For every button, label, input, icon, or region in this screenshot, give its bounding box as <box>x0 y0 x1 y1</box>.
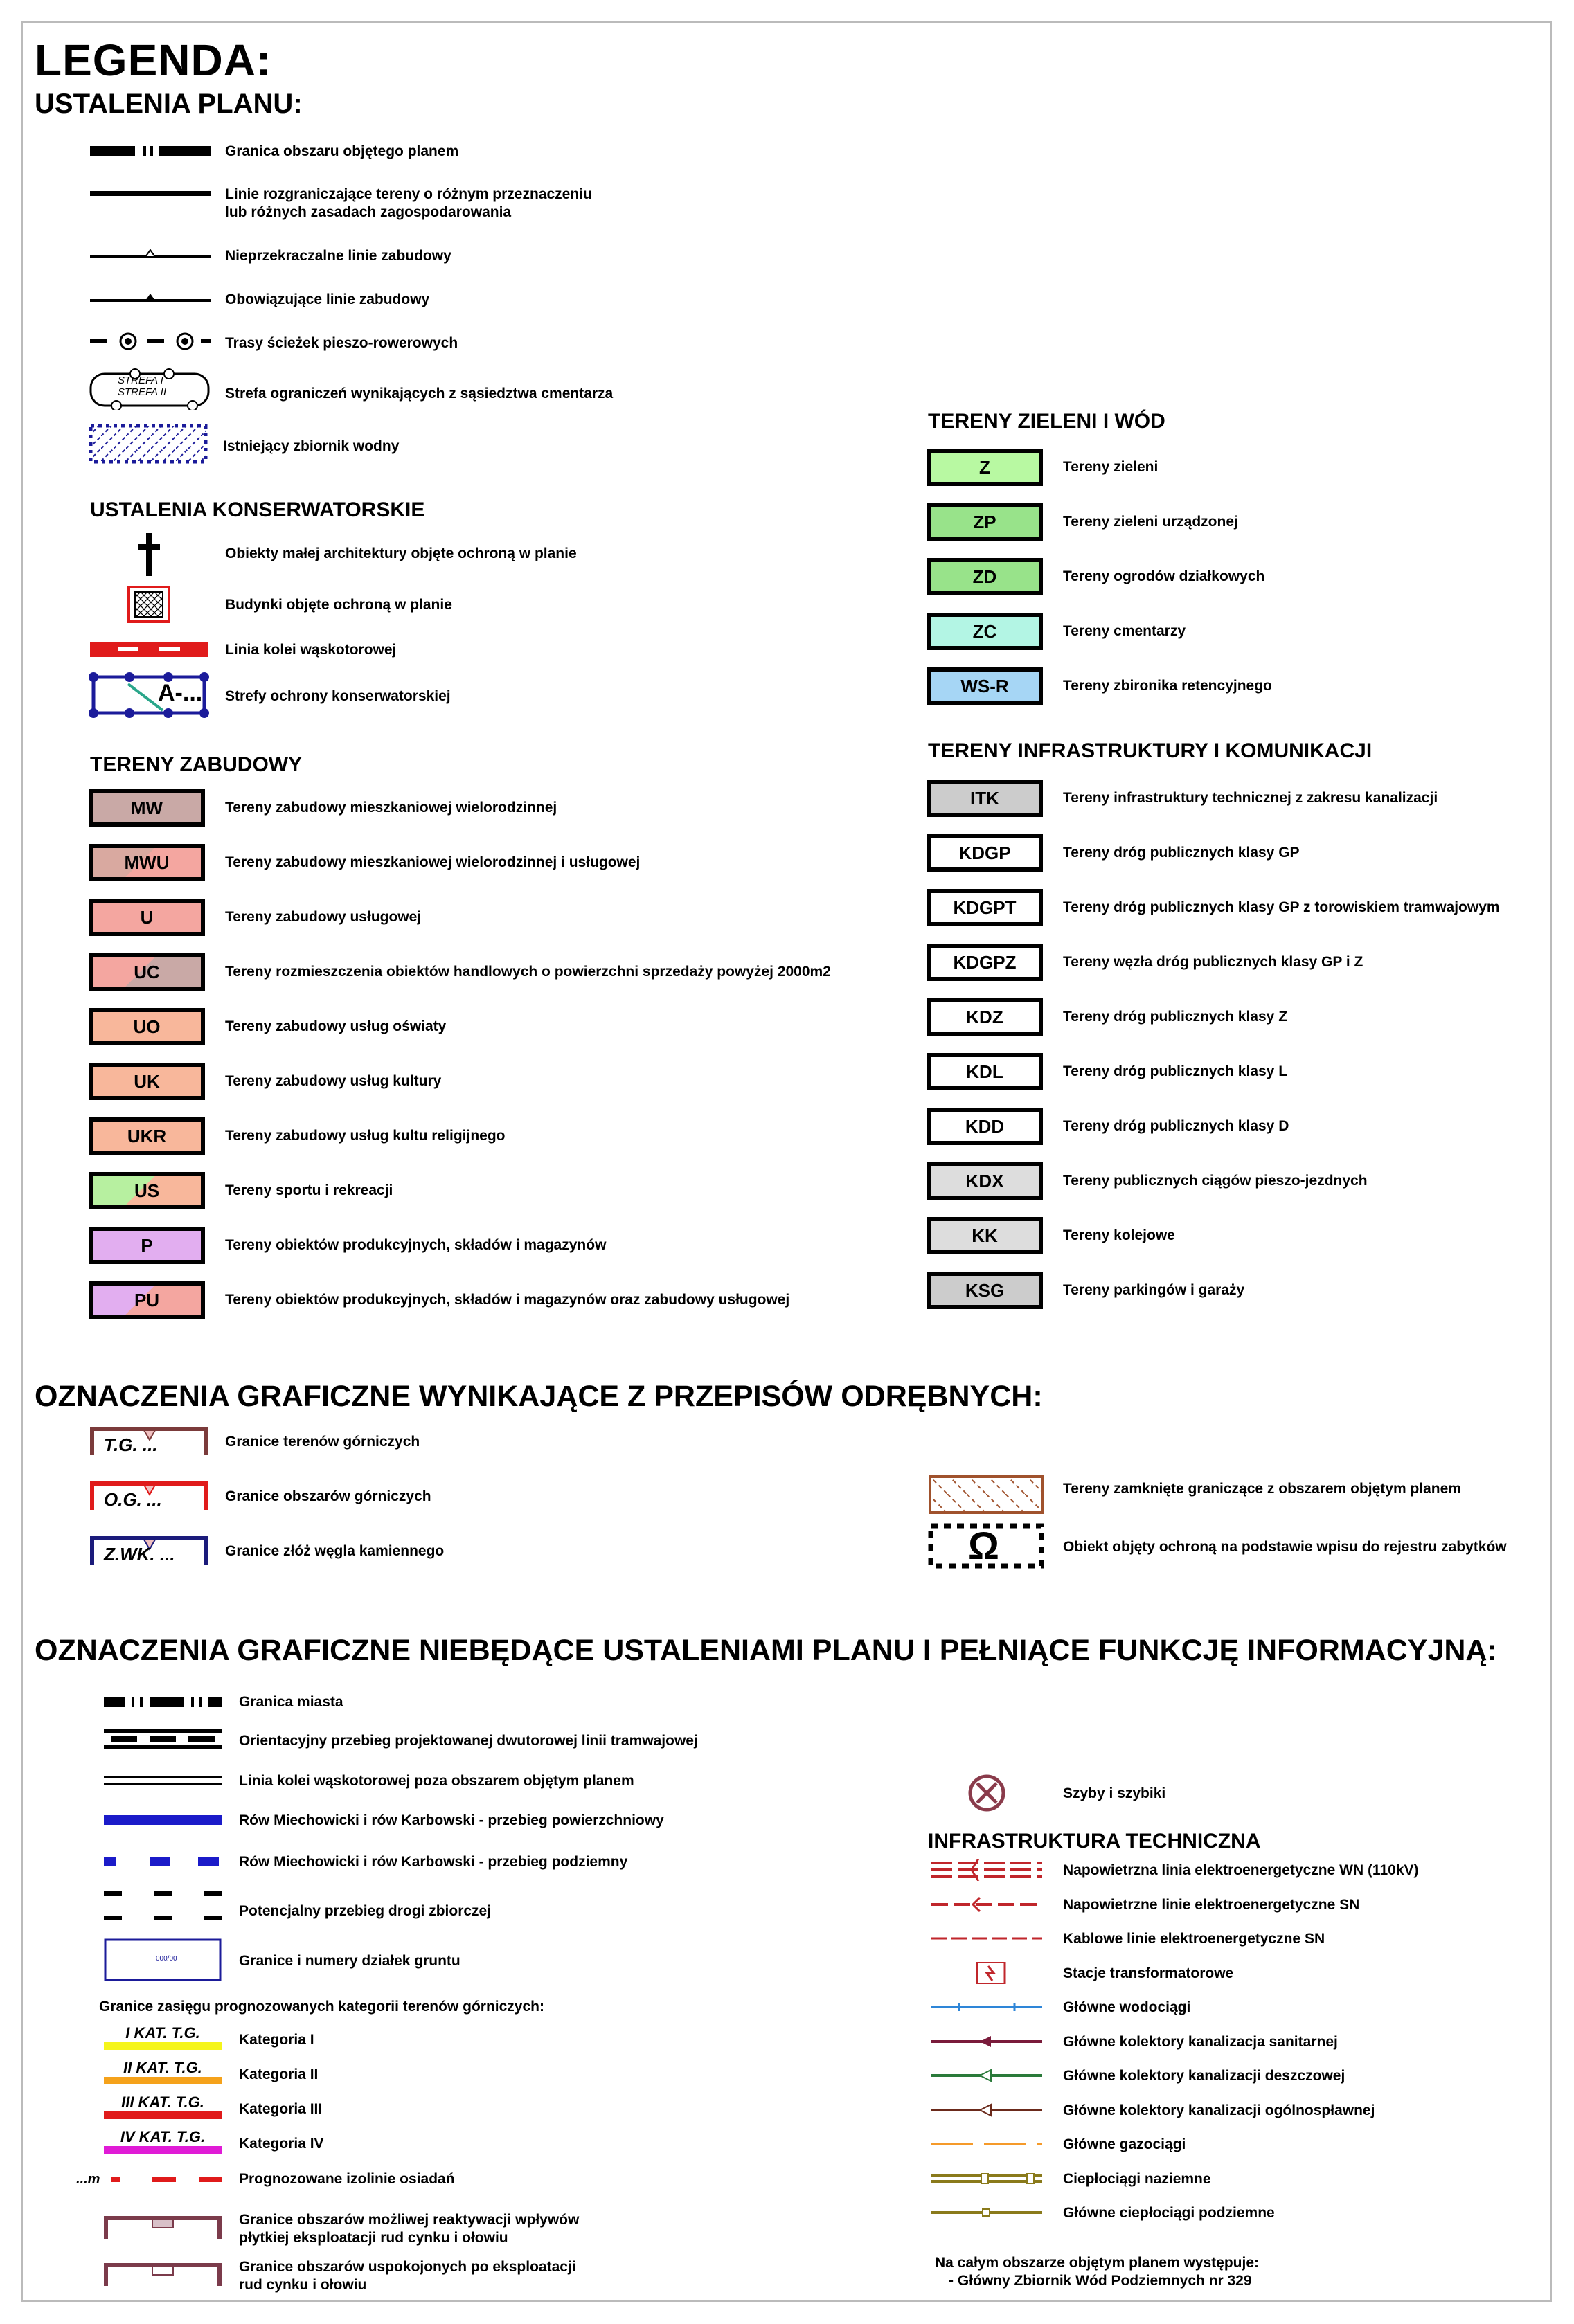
informative-item-label: Rów Miechowicki i rów Karbowski - przebieg podziemny <box>239 1854 628 1870</box>
technical-network-symbol <box>931 1962 1042 1984</box>
city-boundary-symbol <box>104 1695 222 1710</box>
green-zone-label: Tereny cmentarzy <box>1063 623 1186 639</box>
mining-boundary-label: Granice terenów górniczych <box>225 1434 420 1450</box>
zone-label: Tereny zabudowy mieszkaniowej wielorodzinnej <box>225 800 557 816</box>
technical-network-label: Napowietrzne linie elektroenergetyczne SN <box>1063 1896 1360 1913</box>
mining-category-bar <box>104 2042 222 2050</box>
infra-code-box-kdgp: KDGP <box>927 834 1043 872</box>
subsidence-isoline-label: Prognozowane izolinie osiadań <box>239 2171 455 2187</box>
plan-item-label: Granica obszaru objętego planem <box>225 143 459 159</box>
mining-category-bar <box>104 2077 222 2084</box>
shaft-label: Szyby i szybiki <box>1063 1785 1166 1801</box>
protected-building-icon <box>127 585 171 624</box>
plan-item-label: Istniejący zbiornik wodny <box>223 438 400 454</box>
green-code-box-z: Z <box>927 449 1043 486</box>
nonexceedable-building-line-symbol <box>90 246 211 262</box>
note-line-1: Na całym obszarze objętym planem występuje: <box>935 2255 1259 2271</box>
technical-network-label: Stacje transformatorowe <box>1063 1965 1234 1981</box>
technical-network-label: Główne wodociągi <box>1063 1999 1191 2015</box>
zone-code-box-u: U <box>89 899 205 936</box>
plan-item-label: lub różnych zasadach zagospodarowania <box>225 204 512 220</box>
closed-area-symbol <box>928 1475 1044 1515</box>
plan-subtitle: USTALENIA PLANU: <box>35 89 303 119</box>
infra-zone-label: Tereny kolejowe <box>1063 1227 1175 1243</box>
technical-network-symbol <box>931 2099 1042 2121</box>
informative-title: OZNACZENIA GRAFICZNE NIEBĘDĄCE USTALENIAMI PLANU I PEŁNIĄCE FUNKCJĘ INFORMACYJNĄ: <box>35 1634 1497 1667</box>
zone-label: Tereny zabudowy usług oświaty <box>225 1018 447 1034</box>
informative-item-label: Granice i numery działek gruntu <box>239 1953 460 1969</box>
mandatory-building-line-symbol <box>90 289 211 306</box>
zone-label: Tereny zabudowy usług kultury <box>225 1073 442 1089</box>
mining-category-code: III KAT. T.G. <box>121 2093 204 2111</box>
mining-categories-title: Granice zasięgu prognozowanych kategorii terenów górniczych: <box>99 1999 544 2015</box>
zone-2-text: STREFA II <box>118 386 167 398</box>
zone-1-text: STREFA I <box>118 375 163 386</box>
infra-code-box-itk: ITK <box>927 780 1043 817</box>
infra-zone-label: Tereny parkingów i garaży <box>1063 1282 1245 1298</box>
informative-item-label: Potencjalny przebieg drogi zbiorczej <box>239 1903 492 1919</box>
plan-item-label: Obowiązujące linie zabudowy <box>225 291 430 307</box>
cemetery-zone-text <box>118 375 166 398</box>
zone-code-box-us: US <box>89 1172 205 1209</box>
technical-network-symbol <box>931 2064 1042 2087</box>
green-section-title: TERENY ZIELENI I WÓD <box>928 410 1165 433</box>
infra-code-box-kk: KK <box>927 1217 1043 1254</box>
infra-zone-label: Tereny dróg publicznych klasy D <box>1063 1118 1289 1134</box>
technical-network-symbol <box>931 2201 1042 2224</box>
infra-code-box-kdx: KDX <box>927 1162 1043 1200</box>
mining-category-code: I KAT. T.G. <box>125 2024 200 2042</box>
omega-icon: Ω <box>968 1524 999 1567</box>
informative-item-label: Granica miasta <box>239 1694 343 1710</box>
green-code-box-ws-r: WS-R <box>927 667 1043 705</box>
shaft-icon <box>966 1772 1008 1814</box>
technical-network-symbol <box>931 1996 1042 2018</box>
mining-boundary-code: T.G. ... <box>104 1434 158 1455</box>
zone-code-box-ukr: UKR <box>89 1117 205 1155</box>
green-zone-label: Tereny zieleni urządzonej <box>1063 514 1238 530</box>
tram-line-symbol <box>104 1729 222 1749</box>
technical-network-symbol <box>931 2030 1042 2053</box>
technical-network-label: Główne ciepłociągi podziemne <box>1063 2205 1275 2221</box>
zone-label: Tereny rozmieszczenia obiektów handlowych o powierzchni sprzedaży powyżej 2000m2 <box>225 964 831 980</box>
technical-network-symbol <box>931 1893 1042 1916</box>
zone-label: Tereny obiektów produkcyjnych, składów i magazynów <box>225 1237 607 1253</box>
mining-category-label: Kategoria IV <box>239 2136 324 2152</box>
infra-code-box-kdgpt: KDGPT <box>927 889 1043 926</box>
zone-label: Tereny zabudowy usługowej <box>225 909 422 925</box>
conservation-zone-code: A-... <box>158 680 203 706</box>
closed-area-label: Tereny zamknięte graniczące z obszarem objętym planem <box>1063 1481 1461 1497</box>
conservation-item-label: Budynki objęte ochroną w planie <box>225 597 452 613</box>
infra-zone-label: Tereny publicznych ciągów pieszo-jezdnych <box>1063 1173 1368 1189</box>
infra-zone-label: Tereny dróg publicznych klasy L <box>1063 1063 1288 1079</box>
technical-infrastructure-title: INFRASTRUKTURA TECHNICZNA <box>928 1830 1261 1853</box>
technical-network-label: Główne kolektory kanalizacji deszczowej <box>1063 2068 1345 2084</box>
green-zone-label: Tereny ogrodów działkowych <box>1063 568 1265 584</box>
informative-item-label: Orientacyjny przebieg projektowanej dwutorowej linii tramwajowej <box>239 1733 698 1749</box>
subsidence-isoline-code: ...m <box>76 2172 100 2187</box>
plan-item-label: Trasy ścieżek pieszo-rowerowych <box>225 335 458 351</box>
zone-code-box-uo: UO <box>89 1008 205 1045</box>
zone-code-box-mw: MW <box>89 789 205 827</box>
technical-network-symbol <box>931 1927 1042 1949</box>
building-section-title: TERENY ZABUDOWY <box>90 753 303 776</box>
parcel-number: 000/00 <box>156 1955 177 1963</box>
reactivation-label: płytkiej eksploatacji rud cynku i ołowiu <box>239 2230 508 2246</box>
zone-code-box-p: P <box>89 1227 205 1264</box>
infra-zone-label: Tereny dróg publicznych klasy GP z torowiskiem tramwajowym <box>1063 899 1500 915</box>
separate-regulations-title: OZNACZENIA GRAFICZNE WYNIKAJĄCE Z PRZEPISÓW ODRĘBNYCH: <box>35 1380 1043 1413</box>
zone-code-box-pu: PU <box>89 1281 205 1319</box>
informative-item-label: Rów Miechowicki i rów Karbowski - przebieg powierzchniowy <box>239 1812 664 1828</box>
narrow-gauge-outside-symbol <box>104 1775 222 1786</box>
green-code-box-zd: ZD <box>927 558 1043 595</box>
calmed-area-label: rud cynku i ołowiu <box>239 2277 367 2293</box>
infrastructure-section-title: TERENY INFRASTRUKTURY I KOMUNIKACJI <box>928 739 1372 762</box>
infra-code-box-ksg: KSG <box>927 1272 1043 1309</box>
zone-label: Tereny zabudowy mieszkaniowej wielorodzinnej i usługowej <box>225 854 641 870</box>
bike-path-symbol <box>90 331 211 352</box>
calmed-area-boundary-symbol <box>104 2262 222 2287</box>
green-code-box-zc: ZC <box>927 613 1043 650</box>
technical-network-symbol <box>931 2168 1042 2190</box>
narrow-gauge-railway-symbol <box>90 640 208 658</box>
infra-code-box-kdd: KDD <box>927 1108 1043 1145</box>
mining-category-code: IV KAT. T.G. <box>120 2128 206 2145</box>
green-zone-label: Tereny zieleni <box>1063 459 1159 475</box>
mining-boundary-label: Granice złóż węgla kamiennego <box>225 1543 445 1559</box>
mining-category-bar <box>104 2111 222 2119</box>
mining-category-label: Kategoria I <box>239 2032 314 2048</box>
conservation-item-label: Strefy ochrony konserwatorskiej <box>225 688 451 704</box>
mining-category-label: Kategoria III <box>239 2101 323 2117</box>
plan-item-label: Strefa ograniczeń wynikających z sąsiedztwa cmentarza <box>225 386 614 402</box>
conservation-item-label: Linia kolei wąskotorowej <box>225 642 397 658</box>
ditch-surface-symbol <box>104 1814 222 1826</box>
subsidence-isoline-symbol <box>111 2175 222 2183</box>
zone-label: Tereny sportu i rekreacji <box>225 1182 393 1198</box>
conservation-section-title: USTALENIA KONSERWATORSKIE <box>90 498 425 521</box>
infra-zone-label: Tereny dróg publicznych klasy GP <box>1063 845 1300 861</box>
technical-network-label: Główne gazociągi <box>1063 2136 1186 2152</box>
monument-register-label: Obiekt objęty ochroną na podstawie wpisu do rejestru zabytków <box>1063 1539 1507 1555</box>
conservation-item-label: Obiekty małej architektury objęte ochroną w planie <box>225 546 577 561</box>
zone-code-box-mwu: MWU <box>89 844 205 881</box>
technical-network-label: Główne kolektory kanalizacja sanitarnej <box>1063 2033 1338 2050</box>
plan-boundary-symbol <box>90 142 211 161</box>
technical-network-label: Ciepłociągi naziemne <box>1063 2170 1211 2187</box>
reactivation-label: Granice obszarów możliwej reaktywacji wpływów <box>239 2212 580 2228</box>
legend-title: LEGENDA: <box>35 35 272 85</box>
zone-label: Tereny zabudowy usług kultu religijnego <box>225 1128 506 1144</box>
ditch-underground-symbol <box>104 1855 222 1868</box>
mining-category-label: Kategoria II <box>239 2066 319 2082</box>
plan-item-label: Linie rozgraniczające tereny o różnym przeznaczeniu <box>225 186 592 202</box>
green-code-box-zp: ZP <box>927 503 1043 541</box>
calmed-area-label: Granice obszarów uspokojonych po eksploatacji <box>239 2259 576 2275</box>
technical-network-label: Główne kolektory kanalizacji ogólnospławnej <box>1063 2102 1375 2118</box>
mining-boundary-code: O.G. ... <box>104 1489 162 1510</box>
zone-label: Tereny obiektów produkcyjnych, składów i magazynów oraz zabudowy usługowej <box>225 1292 790 1308</box>
collector-road-symbol <box>104 1890 222 1922</box>
technical-network-label: Napowietrzna linia elektroenergetyczne WN (110kV) <box>1063 1862 1419 1878</box>
technical-network-label: Kablowe linie elektroenergetyczne SN <box>1063 1931 1325 1947</box>
infra-code-box-kdz: KDZ <box>927 998 1043 1036</box>
infra-zone-label: Tereny infrastruktury technicznej z zakresu kanalizacji <box>1063 790 1438 806</box>
water-reservoir-symbol <box>89 424 208 464</box>
green-zone-label: Tereny zbironika retencyjnego <box>1063 678 1272 694</box>
infra-zone-label: Tereny dróg publicznych klasy Z <box>1063 1009 1288 1025</box>
plan-item-label: Nieprzekraczalne linie zabudowy <box>225 248 451 264</box>
technical-network-symbol <box>931 1859 1042 1881</box>
informative-item-label: Linia kolei wąskotorowej poza obszarem objętym planem <box>239 1773 634 1789</box>
note-line-2: - Główny Zbiornik Wód Podziemnych nr 329 <box>949 2273 1252 2289</box>
technical-network-symbol <box>931 2133 1042 2155</box>
zone-code-box-uk: UK <box>89 1063 205 1100</box>
dividing-line-symbol <box>90 187 211 201</box>
infra-code-box-kdgpz: KDGPZ <box>927 944 1043 981</box>
reactivation-boundary-symbol <box>104 2215 222 2240</box>
mining-boundary-code: Z.WK. ... <box>104 1544 175 1565</box>
zone-code-box-uc: UC <box>89 953 205 991</box>
infra-code-box-kdl: KDL <box>927 1053 1043 1090</box>
infra-zone-label: Tereny węzła dróg publicznych klasy GP i Z <box>1063 954 1363 970</box>
cross-icon <box>135 533 163 576</box>
mining-boundary-label: Granice obszarów górniczych <box>225 1488 431 1504</box>
mining-category-code: II KAT. T.G. <box>123 2059 202 2076</box>
mining-category-bar <box>104 2146 222 2154</box>
